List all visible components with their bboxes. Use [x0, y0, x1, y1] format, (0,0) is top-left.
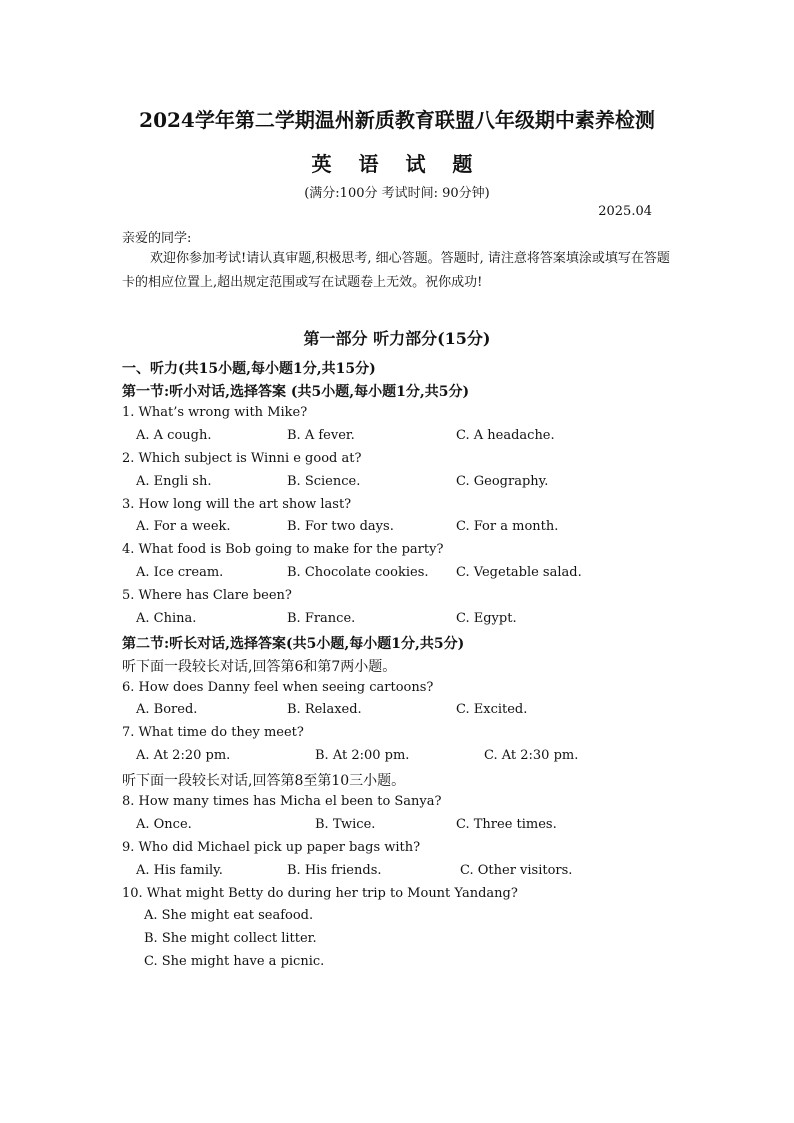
question-7: 7. What time do they meet? [122, 725, 304, 740]
q10-option-a[interactable]: A. She might eat seafood. [144, 908, 314, 923]
exam-date: 2025.04 [598, 204, 652, 219]
section-heading: 一、听力(共15小题,每小题1分,共15分) [122, 361, 376, 377]
q5-option-a[interactable]: A. China. [136, 611, 197, 626]
exam-meta: (满分:100分 考试时间: 90分钟) [304, 186, 490, 201]
q9-option-c[interactable]: C. Other visitors. [460, 863, 573, 878]
q2-option-b[interactable]: B. Science. [287, 474, 361, 489]
question-5: 5. Where has Clare been? [122, 588, 292, 603]
q5-option-b[interactable]: B. France. [287, 611, 356, 626]
q9-option-a[interactable]: A. His family. [136, 863, 223, 878]
q1-option-c[interactable]: C. A headache. [456, 428, 555, 443]
instructions: 欢迎你参加考试!请认真审题,积极思考, 细心答题。答题时, 请注意将答案填涂或填写在答题卡的相应位置上,超出规定范围或写在试题卷上无效。祝你成功! [122, 251, 670, 290]
q1-option-b[interactable]: B. A fever. [287, 428, 355, 443]
q6-option-a[interactable]: A. Bored. [136, 702, 198, 717]
q10-option-b[interactable]: B. She might collect litter. [144, 931, 317, 946]
q5-option-c[interactable]: C. Egypt. [456, 611, 517, 626]
question-9: 9. Who did Michael pick up paper bags with? [122, 840, 421, 855]
greeting: 亲爱的同学: [122, 231, 192, 246]
q7-option-a[interactable]: A. At 2:20 pm. [136, 748, 231, 763]
question-8: 8. How many times has Micha el been to Sanya? [122, 794, 442, 809]
q8-option-a[interactable]: A. Once. [136, 817, 192, 832]
q6-option-c[interactable]: C. Excited. [456, 702, 528, 717]
q3-option-c[interactable]: C. For a month. [456, 519, 559, 534]
question-6: 6. How does Danny feel when seeing cartoons? [122, 680, 434, 695]
part-title: 第一部分 听力部分(15分) [303, 329, 491, 348]
exam-subtitle: 英 语 试 题 [311, 152, 483, 176]
q2-option-c[interactable]: C. Geography. [456, 474, 549, 489]
subsection-heading-1: 第一节:听小对话,选择答案 (共5小题,每小题1分,共5分) [122, 384, 470, 400]
q2-option-a[interactable]: A. Engli sh. [136, 474, 212, 489]
question-1: 1. What’s wrong with Mike? [122, 405, 308, 420]
q4-option-b[interactable]: B. Chocolate cookies. [287, 565, 429, 580]
question-3: 3. How long will the art show last? [122, 497, 352, 512]
question-10: 10. What might Betty do during her trip to Mount Yandang? [122, 886, 518, 901]
q1-option-a[interactable]: A. A cough. [136, 428, 212, 443]
q8-option-c[interactable]: C. Three times. [456, 817, 557, 832]
q8-option-b[interactable]: B. Twice. [315, 817, 376, 832]
q4-option-a[interactable]: A. Ice cream. [136, 565, 224, 580]
question-2: 2. Which subject is Winni e good at? [122, 451, 362, 466]
q6-option-b[interactable]: B. Relaxed. [287, 702, 362, 717]
q10-option-c[interactable]: C. She might have a picnic. [144, 954, 325, 969]
q9-option-b[interactable]: B. His friends. [287, 863, 382, 878]
q3-option-a[interactable]: A. For a week. [136, 519, 231, 534]
exam-title: 2024学年第二学期温州新质教育联盟八年级期中素养检测 [139, 108, 655, 132]
question-4: 4. What food is Bob going to make for the party? [122, 542, 444, 557]
dialogue-note-2: 听下面一段较长对话,回答第8至第10三小题。 [122, 773, 406, 789]
dialogue-note-1: 听下面一段较长对话,回答第6和第7两小题。 [122, 659, 397, 675]
q3-option-b[interactable]: B. For two days. [287, 519, 394, 534]
subsection-heading-2: 第二节:听长对话,选择答案(共5小题,每小题1分,共5分) [122, 636, 465, 652]
q7-option-c[interactable]: C. At 2:30 pm. [484, 748, 579, 763]
q7-option-b[interactable]: B. At 2:00 pm. [315, 748, 410, 763]
q4-option-c[interactable]: C. Vegetable salad. [456, 565, 582, 580]
